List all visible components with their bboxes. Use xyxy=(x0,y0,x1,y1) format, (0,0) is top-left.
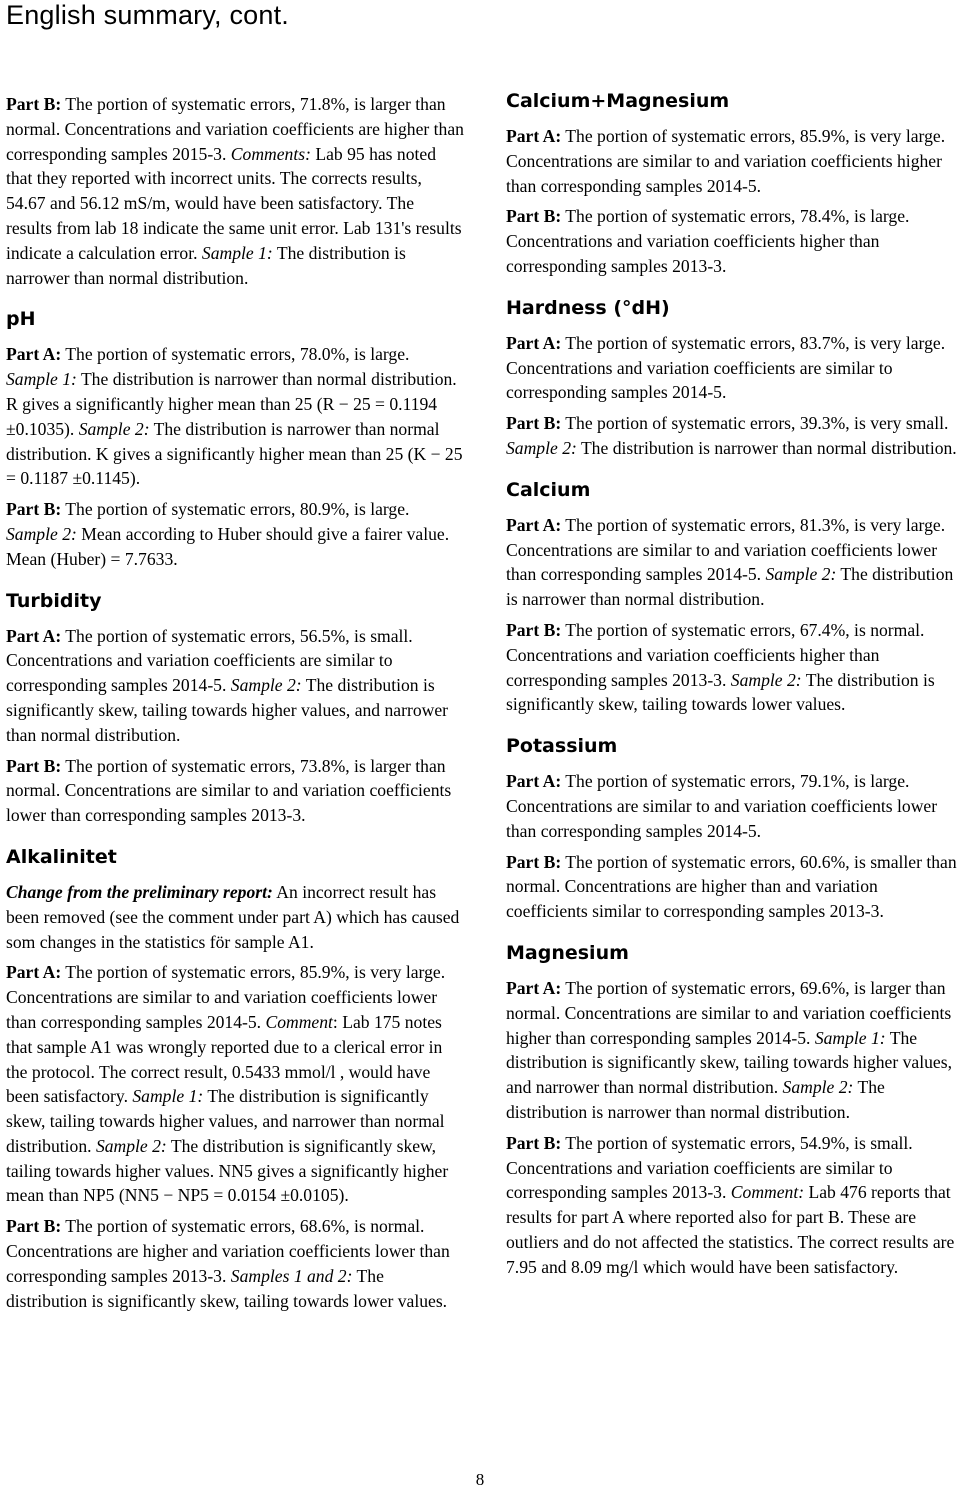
left-column xyxy=(6,92,464,1319)
sample2-label: Sample 2: xyxy=(6,523,77,544)
part-a-text: The portion of systematic errors, 79.1%, is large. Concentrations are similar to and variation coefficients lower than corresponding samples 2014-5. xyxy=(506,771,938,841)
calcium-part-a-paragraph xyxy=(506,513,958,612)
change-text: An incorrect result has been removed (see the comment under part A) which has caused som changes in the statistics för sample A1. xyxy=(6,881,460,952)
part-b-label: Part B: xyxy=(506,206,562,227)
part-a-label: Part A: xyxy=(6,625,62,646)
sample2-text: The distribution is narrower than normal distribution. xyxy=(506,564,954,610)
sample2-text: The distribution is narrower than normal distribution. K gives a significantly higher mean than 25 (K − 25 = 0.1187 ±0.1145). xyxy=(6,418,463,489)
conductivity-part-b-paragraph xyxy=(6,92,464,290)
potassium-part-a-paragraph xyxy=(506,769,958,843)
part-b-label: Part B: xyxy=(506,619,562,640)
part-a-text: The portion of systematic errors, 85.9%, is very large. Concentrations are similar to and variation coefficients higher than corresponding samples 2014-5. xyxy=(506,126,946,196)
comment-label: Comment: xyxy=(730,1182,805,1203)
part-a-label: Part A: xyxy=(6,962,62,983)
sample2-text: The distribution is significantly skew, tailing towards lower values. xyxy=(506,669,935,715)
part-a-text: The portion of systematic errors, 83.7%, is very large. Concentrations and variation coefficients are similar to corresponding samples 2014-5. xyxy=(506,332,946,403)
samples-label: Samples 1 and 2: xyxy=(230,1265,353,1286)
part-b-label: Part B: xyxy=(6,755,62,776)
part-b-text: The portion of systematic errors, 54.9%, is small. Concentrations and variation coefficients are similar to corresponding samples 2013-3. xyxy=(506,1132,913,1203)
sample2-text: The distribution is significantly skew, tailing towards higher values. NN5 gives a significantly higher mean than NP5 (NN5 − NP5 = 0.0154 ±0.0105). xyxy=(6,1135,449,1206)
part-a-text: The portion of systematic errors, 81.3%, is very large. Concentrations are similar to and variation coefficients lower than corresponding samples 2014-5. xyxy=(506,514,946,585)
part-b-label: Part B: xyxy=(6,1216,62,1237)
part-a-text: The portion of systematic errors, 56.5%, is small. Concentrations and variation coefficients are similar to corresponding samples 2014-5. xyxy=(6,625,413,696)
part-b-text: The portion of systematic errors, 60.6%, is smaller than normal. Concentrations are higher than and variation coefficients similar to corresponding samples 2013-3. xyxy=(506,851,957,922)
right-column xyxy=(506,92,958,1285)
sample1-text: The distribution is narrower than normal distribution. xyxy=(6,242,406,288)
part-a-text: The portion of systematic errors, 69.6%, is larger than normal. Concentrations are similar to and variation coefficients higher than corresponding samples 2014-5. xyxy=(506,977,952,1048)
comment-label: Comment xyxy=(265,1011,333,1032)
sample2-label: Sample 2: xyxy=(765,564,837,585)
sample1-text: The distribution is significantly skew, tailing towards higher values, and narrower than normal distribution. xyxy=(506,1027,952,1098)
sample2-text: The distribution is narrower than normal distribution. xyxy=(576,437,957,458)
part-b-text: The portion of systematic errors, 80.9%, is large. xyxy=(61,499,410,520)
turbidity-heading: Turbidity xyxy=(6,589,102,612)
alkalinitet-heading: Alkalinitet xyxy=(6,845,117,868)
page-title: English summary, cont. xyxy=(6,0,289,30)
sample2-text: The distribution is significantly skew, tailing towards higher values, and narrower than normal distribution. xyxy=(6,675,448,745)
magnesium-part-b-paragraph xyxy=(506,1131,958,1280)
comments-text: Lab 95 has noted that they reported with incorrect units. The corrects results, 54.67 and 56.12 mS/m, would have been satisfactory. The results from lab 18 indicate the same unit error. Lab 131's results indicate a calculation error. xyxy=(6,143,462,263)
sample1-label: Sample 1: xyxy=(814,1027,886,1048)
alkalinitet-part-b-paragraph xyxy=(6,1214,464,1313)
calcium-part-b-paragraph xyxy=(506,618,958,717)
sample2-label: Sample 2: xyxy=(782,1077,854,1098)
calcium-magnesium-part-b-paragraph xyxy=(506,204,958,278)
part-b-text: The portion of systematic errors, 67.4%, is normal. Concentrations and variation coefficients higher than corresponding samples 2013-3. xyxy=(506,619,925,690)
sample1-text: The distribution is narrower than normal distribution. R gives a significantly higher mean than 25 (R − 25 = 0.1194 ±0.1035). xyxy=(6,369,457,439)
samples-text: The distribution is significantly skew, tailing towards lower values. xyxy=(6,1265,448,1311)
sample1-text: The distribution is significantly skew, tailing towards higher values, and narrower than normal distribution. xyxy=(6,1086,445,1156)
part-b-label: Part B: xyxy=(506,1132,562,1153)
comment-text: : Lab 175 notes that sample A1 was wrongly reported due to a clerical error in the protocol. The correct result, 0.5433 mmol/l , would have been satisfactory. xyxy=(6,1011,443,1107)
part-a-label: Part A: xyxy=(506,126,562,146)
part-a-text: The portion of systematic errors, 85.9%, is very large. Concentrations are similar to and variation coefficients lower than corresponding samples 2014-5. xyxy=(6,962,446,1032)
part-a-label: Part A: xyxy=(506,332,562,353)
part-b-text: The portion of systematic errors, 73.8%, is larger than normal. Concentrations are similar to and variation coefficients lower than corresponding samples 2013-3. xyxy=(6,755,452,826)
sample1-label: Sample 1: xyxy=(132,1086,204,1107)
calcium-heading: Calcium xyxy=(506,478,591,501)
part-b-label: Part B: xyxy=(506,413,562,434)
ph-part-b-paragraph xyxy=(6,497,464,571)
calcium-magnesium-part-a-paragraph xyxy=(506,124,958,198)
sample1-label: Sample 1: xyxy=(201,242,273,263)
sample2-label: Sample 2: xyxy=(230,675,302,696)
sample2-label: Sample 2: xyxy=(95,1135,167,1156)
sample2-text: Mean according to Huber should give a fairer value. Mean (Huber) = 7.7633. xyxy=(6,523,450,569)
sample2-text: The distribution is narrower than normal distribution. xyxy=(506,1077,885,1122)
part-b-label: Part B: xyxy=(6,499,62,520)
comment-text: Lab 476 reports that results for part A where reported also for part B. These are outliers and do not affected the statistics. The correct results are 7.95 and 8.09 mg/l which would have been satisfactory. xyxy=(506,1182,955,1277)
magnesium-heading: Magnesium xyxy=(506,941,629,964)
alkalinitet-part-a-paragraph xyxy=(6,960,464,1208)
ph-part-a-paragraph xyxy=(6,342,464,491)
part-b-label: Part B: xyxy=(506,851,562,872)
part-b-label: Part B: xyxy=(6,94,62,114)
turbidity-part-a-paragraph xyxy=(6,624,464,748)
part-b-text: The portion of systematic errors, 39.3%, is very small. xyxy=(561,413,949,434)
sample1-label: Sample 1: xyxy=(6,369,77,390)
sample2-label: Sample 2: xyxy=(730,669,802,690)
comments-label: Comments: xyxy=(230,143,311,164)
part-a-label: Part A: xyxy=(506,977,562,998)
sample2-label: Sample 2: xyxy=(78,418,150,439)
part-a-text: The portion of systematic errors, 78.0%, is large. xyxy=(61,344,410,365)
part-a-label: Part A: xyxy=(506,771,562,792)
magnesium-part-a-paragraph xyxy=(506,976,958,1125)
part-a-label: Part A: xyxy=(6,344,62,365)
alkalinitet-change-paragraph xyxy=(6,880,464,954)
potassium-part-b-paragraph xyxy=(506,850,958,924)
ph-heading: pH xyxy=(6,308,36,331)
part-b-text: The portion of systematic errors, 68.6%, is normal. Concentrations are higher and variation coefficients lower than corresponding samples 2013-3. xyxy=(6,1216,450,1286)
part-a-label: Part A: xyxy=(506,514,562,535)
sample2-label: Sample 2: xyxy=(506,437,577,458)
hardness-part-b-paragraph xyxy=(506,411,958,461)
change-label: Change from the preliminary report: xyxy=(6,881,273,902)
hardness-heading: Hardness (°dH) xyxy=(506,296,670,319)
page-number: 8 xyxy=(475,1470,485,1489)
turbidity-part-b-paragraph xyxy=(6,754,464,828)
part-b-text: The portion of systematic errors, 78.4%, is large. Concentrations and variation coefficients higher than corresponding samples 2013-3. xyxy=(506,206,910,276)
part-b-text: The portion of systematic errors, 71.8%, is larger than normal. Concentrations and variation coefficients are higher than corresponding samples 2015-3. xyxy=(6,94,464,164)
potassium-heading: Potassium xyxy=(506,735,618,758)
calcium-magnesium-heading: Calcium+Magnesium xyxy=(506,90,730,112)
hardness-part-a-paragraph xyxy=(506,331,958,405)
